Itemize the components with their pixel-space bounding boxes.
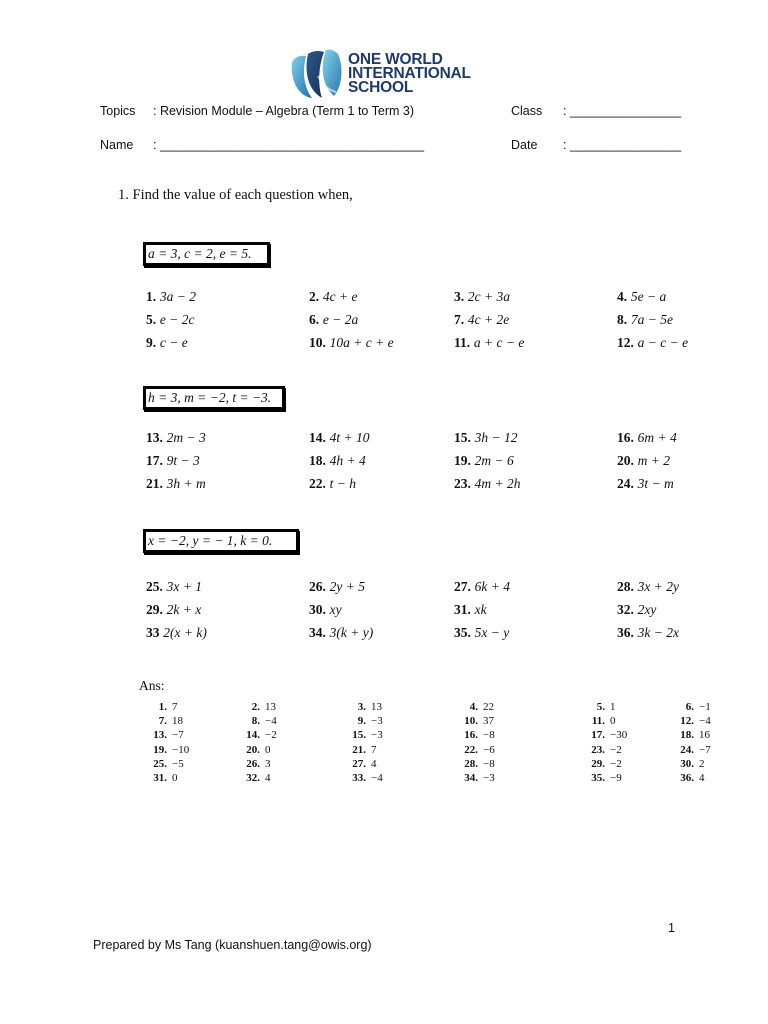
answer-value: 37 <box>483 715 494 728</box>
question-item <box>617 602 656 618</box>
answer-number-label: 5. <box>596 701 605 713</box>
question-number: 33 <box>146 625 160 640</box>
answer-number <box>153 729 167 741</box>
answer-number-label: 16. <box>464 729 478 742</box>
question-number: 23. <box>454 476 471 491</box>
answer-number <box>597 701 605 713</box>
answer-value: −4 <box>371 772 383 784</box>
question-item <box>309 625 373 641</box>
answer-number <box>252 715 260 727</box>
answer-value: −8 <box>483 757 495 770</box>
answer-number-label: 33. <box>352 772 366 784</box>
answer-number-label: 34. <box>464 772 478 784</box>
answer-value: −30 <box>610 729 628 742</box>
question-expression: 6k + 4 <box>474 579 510 594</box>
question-item <box>309 430 370 446</box>
answer-number-label: 28. <box>464 757 478 770</box>
answer-number-label: 20. <box>246 743 260 756</box>
question-number: 17. <box>146 453 163 468</box>
answer-number-label: 15. <box>352 729 366 742</box>
question-number: 32. <box>617 602 634 617</box>
topics-label: Topics <box>100 104 136 118</box>
question-item <box>617 335 688 351</box>
answer-number <box>153 744 167 756</box>
answer-value: 3 <box>265 757 271 770</box>
question-expression: t − h <box>329 476 357 491</box>
question-expression: 2c + 3a <box>467 289 510 304</box>
answer-value: −8 <box>483 729 495 742</box>
question-expression: xk <box>474 602 487 617</box>
question-number: 3. <box>454 289 465 304</box>
question-number: 30. <box>309 602 326 617</box>
question-number: 4. <box>617 289 628 304</box>
answer-value: 7 <box>172 701 178 713</box>
question-number: 35. <box>454 625 471 640</box>
answer-value: −7 <box>699 743 711 756</box>
question-item <box>309 579 365 595</box>
answer-number <box>153 758 167 770</box>
question-expression: 4m + 2h <box>474 476 521 491</box>
answer-number <box>352 729 366 741</box>
question-number: 14. <box>309 430 326 445</box>
question-number: 8. <box>617 312 628 327</box>
question-item <box>146 430 206 446</box>
answer-number <box>464 772 478 784</box>
answer-number <box>246 744 260 756</box>
question-item <box>146 476 206 492</box>
question-expression: 5x − y <box>474 625 510 640</box>
question-item <box>617 579 679 595</box>
answer-number-label: 13. <box>153 729 167 742</box>
question-expression: 4t + 10 <box>329 430 370 445</box>
question-expression: 2m − 3 <box>166 430 206 445</box>
answer-number <box>252 701 260 713</box>
answer-number-label: 18. <box>680 729 694 742</box>
question-number: 21. <box>146 476 163 491</box>
class-label: Class <box>511 104 543 118</box>
answers-title: Ans: <box>139 678 165 693</box>
question-item <box>617 312 673 328</box>
answer-number <box>592 715 605 727</box>
question-item <box>617 430 677 446</box>
name-label: Name <box>100 138 134 152</box>
logo-line-3: SCHOOL <box>348 79 414 96</box>
answer-number-label: 24. <box>680 743 694 756</box>
question-number: 13. <box>146 430 163 445</box>
question-item <box>454 602 487 618</box>
answer-value: 18 <box>172 715 183 728</box>
answer-number <box>591 758 605 770</box>
answer-number <box>464 729 478 741</box>
answer-number-label: 9. <box>357 715 366 728</box>
question-number: 31. <box>454 602 471 617</box>
question-number: 28. <box>617 579 634 594</box>
answer-number-label: 6. <box>685 701 694 713</box>
question-number: 12. <box>617 335 634 350</box>
question-expression: m + 2 <box>637 453 670 468</box>
question-expression: e − 2a <box>322 312 359 327</box>
question-item <box>309 312 358 328</box>
answer-number-label: 10. <box>464 715 478 728</box>
answer-number <box>686 701 694 713</box>
question-item <box>454 335 524 351</box>
answer-value: 0 <box>172 772 178 784</box>
answer-number-label: 31. <box>153 772 167 784</box>
question-number: 15. <box>454 430 471 445</box>
question-expression: 4c + e <box>322 289 358 304</box>
answer-value: −2 <box>610 757 622 770</box>
answer-number <box>464 715 478 727</box>
question-item <box>617 289 666 305</box>
question-expression: 3k − 2x <box>637 625 679 640</box>
answer-value: −4 <box>265 715 277 728</box>
question-expression: a + c − e <box>473 335 525 350</box>
question-item <box>146 625 207 641</box>
logo-line-1: ONE WORLD <box>348 51 443 68</box>
answer-number <box>470 701 478 713</box>
question-item <box>454 476 521 492</box>
question-expression: 3x + 1 <box>166 579 202 594</box>
answer-number <box>159 715 167 727</box>
question-expression: 6m + 4 <box>637 430 677 445</box>
question-item <box>146 453 200 469</box>
question-item <box>309 453 366 469</box>
question-number: 2. <box>309 289 320 304</box>
answer-number <box>680 715 694 727</box>
answer-number-label: 25. <box>153 757 167 770</box>
answer-number-label: 2. <box>251 701 260 713</box>
page-number: 1 <box>668 921 675 935</box>
question-expression: 2(x + k) <box>163 625 207 640</box>
answer-value: −5 <box>172 757 184 770</box>
answer-number-label: 14. <box>246 729 260 742</box>
answer-number-label: 26. <box>246 757 260 770</box>
answer-number-label: 27. <box>352 757 366 770</box>
answer-number <box>680 758 694 770</box>
answer-number <box>680 772 694 784</box>
question-number: 24. <box>617 476 634 491</box>
question-number: 9. <box>146 335 157 350</box>
prepared-by: Prepared by Ms Tang (kuanshuen.tang@owis.org) <box>93 938 372 952</box>
question-item <box>146 312 194 328</box>
answer-value: −2 <box>610 743 622 756</box>
answer-number-label: 30. <box>680 757 694 770</box>
question-item <box>309 335 394 351</box>
answer-number <box>680 729 694 741</box>
question-expression: 7a − 5e <box>630 312 673 327</box>
question-number: 5. <box>146 312 157 327</box>
answer-number-label: 21. <box>352 743 366 756</box>
question-number: 36. <box>617 625 634 640</box>
answer-number-label: 11. <box>591 715 605 728</box>
question-expression: 2xy <box>637 602 657 617</box>
answer-value: −10 <box>172 743 190 756</box>
date-label: Date <box>511 138 538 152</box>
name-field: : ______________________________________ <box>153 138 425 152</box>
question-number: 11. <box>454 335 471 350</box>
question-number: 25. <box>146 579 163 594</box>
answer-value: 1 <box>610 701 616 713</box>
answer-number <box>352 758 366 770</box>
school-logo <box>288 46 488 100</box>
answer-value: 7 <box>371 743 377 756</box>
answer-value: −7 <box>172 729 184 742</box>
question-expression: 9t − 3 <box>166 453 200 468</box>
answer-number <box>358 701 366 713</box>
answer-number-label: 7. <box>158 715 167 728</box>
question-item <box>309 476 356 492</box>
answer-number-label: 4. <box>469 701 478 713</box>
answer-number <box>352 772 366 784</box>
condition-box-2: h = 3, m = −2, t = −3. <box>143 386 285 410</box>
answer-value: −3 <box>483 772 495 784</box>
answer-number <box>464 758 478 770</box>
condition-box-1: a = 3, c = 2, e = 5. <box>143 242 270 266</box>
answer-number-label: 8. <box>251 715 260 728</box>
answer-number-label: 17. <box>591 729 605 742</box>
question-expression: 3(k + y) <box>329 625 374 640</box>
answer-number <box>464 744 478 756</box>
answer-value: −6 <box>483 743 495 756</box>
question-number: 29. <box>146 602 163 617</box>
question-number: 27. <box>454 579 471 594</box>
answer-value: −4 <box>699 715 711 728</box>
answer-value: 2 <box>699 757 705 770</box>
question-expression: 2m − 6 <box>474 453 514 468</box>
class-field: : ________________ <box>563 104 682 118</box>
answer-value: −3 <box>371 715 383 728</box>
question-number: 19. <box>454 453 471 468</box>
question-expression: 10a + c + e <box>329 335 394 350</box>
question-expression: 3a − 2 <box>159 289 197 304</box>
answer-value: 4 <box>699 772 705 784</box>
question-expression: 4c + 2e <box>467 312 510 327</box>
answer-value: 4 <box>265 772 271 784</box>
answer-value: −9 <box>610 772 622 784</box>
answer-value: 22 <box>483 701 494 713</box>
question-expression: xy <box>329 602 342 617</box>
answer-value: −3 <box>371 729 383 742</box>
question-expression: 3h − 12 <box>474 430 518 445</box>
question-item <box>454 579 510 595</box>
answer-number <box>591 772 605 784</box>
question-item <box>454 430 518 446</box>
answer-number <box>246 729 260 741</box>
question-expression: a − c − e <box>637 335 689 350</box>
date-field: : ________________ <box>563 138 682 152</box>
question-number: 1. <box>146 289 157 304</box>
answer-number <box>358 715 366 727</box>
question-item <box>146 335 188 351</box>
question-item <box>309 602 342 618</box>
answer-number-label: 3. <box>357 701 366 713</box>
school-logo-icon <box>288 46 346 100</box>
answer-value: 13 <box>371 701 382 713</box>
question-number: 22. <box>309 476 326 491</box>
question-number: 18. <box>309 453 326 468</box>
question-item <box>454 312 509 328</box>
answer-number <box>591 729 605 741</box>
answer-number-label: 35. <box>591 772 605 784</box>
question-expression: 5e − a <box>630 289 667 304</box>
answer-number-label: 12. <box>680 715 694 728</box>
answer-value: −1 <box>699 701 711 713</box>
answer-number <box>352 744 366 756</box>
question-expression: e − 2c <box>159 312 195 327</box>
question-item <box>617 453 670 469</box>
answer-value: 0 <box>610 715 616 728</box>
question-number: 34. <box>309 625 326 640</box>
answer-number <box>680 744 694 756</box>
logo-line-2: INTERNATIONAL <box>348 65 471 82</box>
question-expression: 2y + 5 <box>329 579 365 594</box>
condition-box-3: x = −2, y = − 1, k = 0. <box>143 529 299 553</box>
answer-number-label: 19. <box>153 743 167 756</box>
question-expression: 3x + 2y <box>637 579 679 594</box>
question-item <box>146 289 196 305</box>
question-item <box>617 476 674 492</box>
answer-number <box>246 772 260 784</box>
question-number: 16. <box>617 430 634 445</box>
answer-value: 13 <box>265 701 276 713</box>
question-title: 1. Find the value of each question when, <box>118 187 353 203</box>
question-expression: 3h + m <box>166 476 206 491</box>
question-number: 20. <box>617 453 634 468</box>
answer-number-label: 22. <box>464 743 478 756</box>
question-expression: 3t − m <box>637 476 674 491</box>
answer-number-label: 23. <box>591 743 605 756</box>
question-number: 26. <box>309 579 326 594</box>
answer-number <box>591 744 605 756</box>
answer-number-label: 1. <box>158 701 167 713</box>
answer-number-label: 36. <box>680 772 694 784</box>
question-item <box>454 453 514 469</box>
question-item <box>309 289 357 305</box>
answer-value: −2 <box>265 729 277 742</box>
question-number: 10. <box>309 335 326 350</box>
topics-value: : Revision Module – Algebra (Term 1 to Term 3) <box>153 104 414 118</box>
question-item <box>617 625 679 641</box>
question-expression: 2k + x <box>166 602 202 617</box>
answer-number <box>246 758 260 770</box>
answer-value: 4 <box>371 757 377 770</box>
answer-number-label: 29. <box>591 757 605 770</box>
answer-value: 16 <box>699 729 710 742</box>
answer-number-label: 32. <box>246 772 260 784</box>
question-expression: c − e <box>159 335 188 350</box>
question-number: 6. <box>309 312 320 327</box>
question-number: 7. <box>454 312 465 327</box>
question-item <box>454 289 510 305</box>
question-item <box>146 579 202 595</box>
question-item <box>454 625 509 641</box>
question-expression: 4h + 4 <box>329 453 366 468</box>
question-item <box>146 602 201 618</box>
answer-number <box>153 772 167 784</box>
answer-number <box>159 701 167 713</box>
answer-value: 0 <box>265 743 271 756</box>
